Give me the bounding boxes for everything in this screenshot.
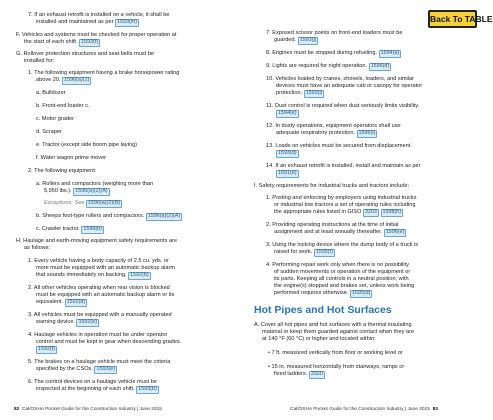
left-item-G: G. Rollover protection structures and seat belts must be	[16, 51, 155, 57]
industrial-1-b: or industrial tow tractors a set of operating rules including	[274, 202, 416, 208]
equipment-front-end-loader: b. Front-end loader c.	[36, 103, 90, 109]
haulage-2-b: must be equipped with an automatic backup alarm or its	[36, 292, 175, 298]
industrial-4-c: its parts. Keeping all controls in a neutral position, with	[274, 276, 409, 282]
equipment-sheepsfoot: b. Sheeps foot-type rollers and compactors. 1596(a)(2)(A)	[36, 213, 181, 219]
right-item-7-cont: guarded. 1593(j)	[274, 37, 317, 43]
haulage-6: 6. The control devices on a haulage vehicle must be	[28, 379, 157, 385]
ref-link[interactable]: 1596(i)	[358, 130, 376, 136]
right-footer: Cal/OSHA Pocket Guide for the Construction Industry | June 2015 83	[290, 407, 438, 412]
ref-link[interactable]: 1593(f)	[81, 39, 99, 45]
left-item-7: 7. If an exhaust retrofit is installed on a vehicle, it shall be	[28, 12, 170, 18]
industrial-3: 3. Using the locking device where the dump body of a truck is	[266, 242, 419, 248]
left-item-G1-cont: above 20. 1596(a)(1)	[36, 77, 90, 83]
equipment-motor-grader: c. Motor grader	[36, 116, 74, 122]
equipment-crawler: c. Crawler tractor. 1596(b)	[36, 226, 102, 232]
left-item-F-cont: the start of each shift. 1593(f)	[24, 39, 99, 45]
right-item-10-c: protection. 1593(i)	[276, 90, 323, 96]
right-item-10: 10. Vehicles loaded by cranes, shovels, loaders, and similar	[266, 76, 415, 82]
equipment-rollers-cont: 5,950 lbs.). 1596(a)(2)(A)	[44, 188, 108, 194]
section-heading: Hot Pipes and Hot Surfaces	[254, 304, 392, 316]
ref-link[interactable]: 1593(e)	[96, 366, 116, 372]
hot-item-A-c: at 140 °F (60 °C) or higher and located within:	[262, 336, 376, 342]
ref-link[interactable]: 1596(a)(2)(A)	[147, 213, 181, 219]
right-item-8: 8. Engines must be stopped during refueling. 1594(a)	[266, 50, 400, 56]
left-item-G2: 2. The following equipment:	[28, 168, 97, 174]
left-item-7-cont: installed and maintained as per 1593(m)	[36, 19, 138, 25]
right-item-14: 14. If an exhaust retrofit is installed, install and maintain as per	[266, 163, 421, 169]
industrial-3-b: raised for work. 1595(f)	[274, 249, 333, 255]
right-item-11: 11. Dust control is required when dust seriously limits visibility.	[266, 103, 420, 109]
right-item-10-b: devices must have an adequate cab or canopy for operator	[276, 83, 423, 89]
industrial-4-e: performed requires otherwise. 1595(d)	[274, 290, 371, 296]
right-item-13: 13. Loads on vehicles must be secured from displacement.	[266, 143, 412, 149]
right-item-9: 9. Lights are required for night operation. 1596(d)	[266, 63, 390, 69]
left-item-H-cont: as follows:	[24, 245, 51, 251]
ref-link[interactable]: 1596(b)	[83, 226, 102, 232]
haulage-2: 2. All other vehicles operating when rear vision is blocked	[28, 285, 170, 291]
ref-link[interactable]: 3320	[310, 371, 323, 377]
industrial-2-b: assignment and at least annually thereafter. 1596(e)	[274, 229, 405, 235]
industrial-4-b: of sudden movements or operation of the equipment or	[274, 269, 411, 275]
ref-link[interactable]: 1593(i)	[305, 90, 323, 96]
haulage-3: 3. All vehicles must be equipped with a manually operated	[28, 312, 172, 318]
haulage-5: 5. The brakes on a haulage vehicle must meet the criteria	[28, 359, 171, 365]
left-item-H: H. Haulage and earth-moving equipment safety requirements are	[16, 238, 178, 244]
ref-link[interactable]: 1596(d)	[370, 63, 390, 69]
hot-bullet-1: • 7 ft. measured vertically from floor or working level or	[268, 350, 403, 356]
ref-link[interactable]: 1593(j)	[299, 37, 317, 43]
haulage-4-b: control and must be kept in gear when descending grades.	[36, 339, 182, 345]
equipment-water-wagon: f. Water wagon prime mover	[36, 155, 107, 161]
haulage-6-b: inspected at the beginning of each shift. 1593(b)	[36, 386, 157, 392]
ref-link[interactable]: 1593(d)	[278, 150, 297, 156]
industrial-1: 1. Posting and enforcing by employers using industrial trucks	[266, 195, 417, 201]
hot-item-A-b: material or keep them guarded against contact when they are	[262, 329, 415, 335]
industrial-1-c: the appropriate rules listed in GISO 3203 1598(h)	[274, 209, 402, 215]
ref-link[interactable]: 1595(d)	[351, 290, 371, 296]
industrial-2: 2. Providing operating instructions at the time of initial	[266, 222, 399, 228]
exceptions-line: Exceptions: See 1596(a)(2)(B)	[44, 200, 121, 206]
ref-link[interactable]: 1593(m)	[117, 19, 138, 25]
ref-link[interactable]: 1592(b)	[130, 272, 149, 278]
ref-link[interactable]: 1592(f)	[38, 346, 56, 352]
left-page	[0, 0, 240, 420]
equipment-rollers: a. Rollers and compactors (weighing more than	[36, 181, 154, 187]
haulage-1-b: more must be equipped with an automatic backup alarm	[36, 265, 175, 271]
back-to-table-button[interactable]: Back To TABLE	[428, 10, 477, 28]
ref-link[interactable]: 1596(e)	[385, 229, 405, 235]
industrial-4: 4. Performing repair work only when there is no possibility	[266, 262, 410, 268]
left-item-F: F. Vehicles and systems must be checked for proper operation at	[16, 32, 177, 38]
right-item-12-b: adequate respiratory protection. 1596(i)	[276, 130, 376, 136]
equipment-tractor: e. Tractor (except side boom pipe laying)	[36, 142, 138, 148]
ref-link[interactable]: 1592(d)	[66, 299, 86, 305]
ref-link[interactable]: 1592(e)	[78, 319, 98, 325]
haulage-1: 1. Every vehicle having a body capacity of 2.5 cu. yds. or	[28, 258, 169, 264]
haulage-1-c: that sounds immediately on backing. 1592(b)	[36, 272, 149, 278]
ref-link[interactable]: 1594(a)	[380, 50, 400, 56]
right-item-13-b	[276, 150, 299, 158]
ref-link[interactable]: 1591(e)	[278, 170, 297, 176]
right-item-12: 12. In dusty operations, equipment operators shall use	[266, 123, 401, 129]
equipment-bulldozer: a. Bulldozer	[36, 90, 66, 96]
right-item-11-b	[276, 110, 299, 118]
ref-link[interactable]: 1595(f)	[315, 249, 333, 255]
right-item-7: 7. Exposed scissor points on front-end loaders must be	[266, 30, 403, 36]
right-item-I: I. Safety requirements for industrial trucks and tractors include:	[254, 183, 410, 189]
ref-link[interactable]: 1596(a)(2)(B)	[88, 200, 121, 206]
haulage-5-b: specified by the CSOs. 1593(e)	[36, 366, 116, 372]
hot-item-A: A. Cover all hot pipes and hot surfaces with a thermal insulating	[254, 322, 412, 328]
right-page	[240, 0, 480, 420]
haulage-4-c	[36, 346, 57, 354]
right-item-14-b	[276, 170, 299, 178]
left-footer: 82 Cal/OSHA Pocket Guide for the Construction Industry | June 2015	[14, 407, 162, 412]
industrial-4-d: the engine(s) stopped and brakes set, unless work being	[274, 283, 415, 289]
left-item-G1: 1. The following equipment having a brake horsepower rating	[28, 70, 180, 76]
haulage-3-b: warning device. 1592(e)	[36, 319, 98, 325]
hot-bullet-2-b: fixed ladders. 3320	[274, 371, 323, 377]
ref-link[interactable]: 1596(a)(1)	[64, 77, 90, 83]
ref-link[interactable]: 1593(b)	[138, 386, 157, 392]
haulage-4: 4. Haulage vehicles in operation must be under operator	[28, 332, 168, 338]
equipment-scraper: d. Scraper	[36, 129, 62, 135]
ref-link[interactable]: 1594(e)	[278, 110, 297, 116]
ref-link[interactable]: 1598(h)	[382, 209, 402, 215]
haulage-2-c: equivalent. 1592(d)	[36, 299, 86, 305]
left-item-G-cont: installed for:	[24, 58, 55, 64]
hot-bullet-2: • 15 in. measured horizontally from stairways, ramps or	[268, 364, 405, 370]
ref-link[interactable]: 1596(a)(2)(A)	[75, 188, 108, 194]
ref-link[interactable]: 3203	[364, 209, 377, 215]
